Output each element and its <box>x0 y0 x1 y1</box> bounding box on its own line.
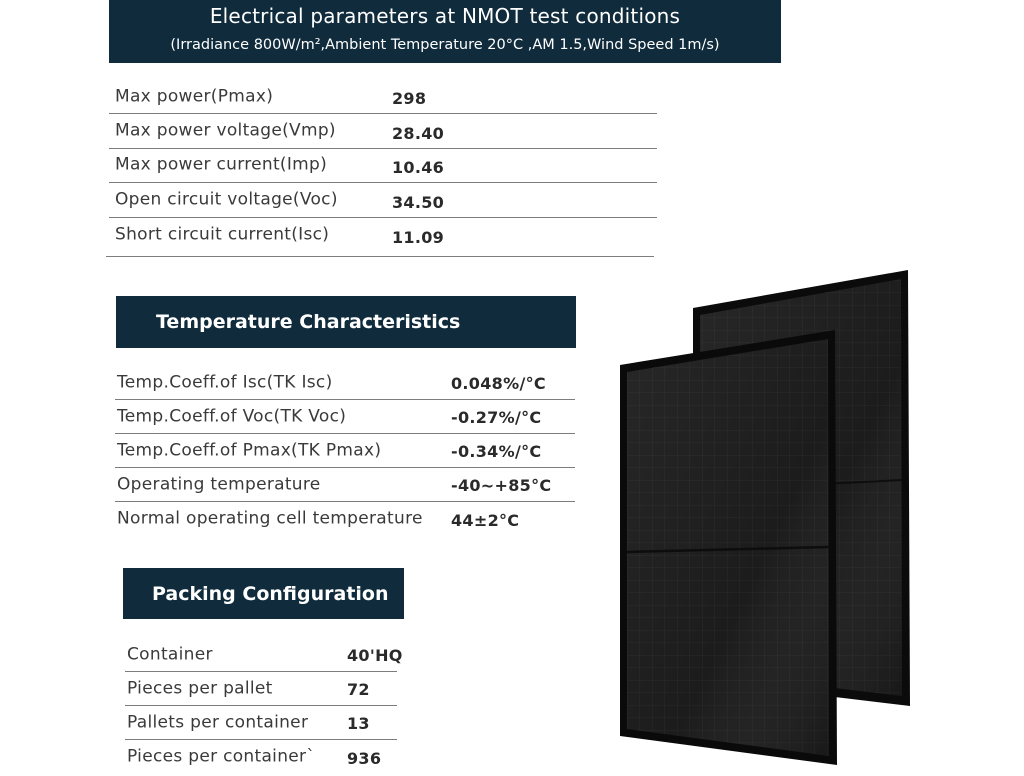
param-label: Normal operating cell temperature <box>117 508 423 529</box>
param-value: 13 <box>347 714 370 734</box>
param-value: -0.34%/°C <box>451 442 542 462</box>
param-value: -40~+85°C <box>451 476 552 496</box>
param-value: 11.09 <box>392 227 445 247</box>
temperature-header-banner <box>116 296 576 348</box>
table-row <box>109 183 657 217</box>
table-row <box>109 149 657 183</box>
param-value: 44±2°C <box>451 511 520 531</box>
param-value: 0.048%/°C <box>451 374 546 394</box>
table-row <box>125 638 403 672</box>
param-label: Temp.Coeff.of Pmax(TK Pmax) <box>117 440 382 461</box>
param-label: Temp.Coeff.of Voc(TK Voc) <box>117 406 347 427</box>
table-row <box>125 740 397 774</box>
param-label: Open circuit voltage(Voc) <box>115 189 338 210</box>
param-label: Max power voltage(Vmp) <box>115 120 336 141</box>
packing-section-title: Packing Configuration <box>152 582 389 605</box>
param-value: 10.46 <box>392 158 445 178</box>
param-label: Short circuit current(Isc) <box>115 224 330 245</box>
electrical-parameters-table <box>109 80 657 252</box>
table-row <box>115 400 575 434</box>
solar-panel-image <box>615 268 915 768</box>
param-label: Max power(Pmax) <box>115 86 274 107</box>
param-label: Pieces per container` <box>127 746 316 767</box>
nmot-section-title: Electrical parameters at NMOT test conditions <box>209 4 681 28</box>
param-value: 298 <box>392 89 427 109</box>
param-value: -0.27%/°C <box>451 408 542 428</box>
table-row <box>125 672 397 706</box>
packing-header-banner <box>123 568 404 619</box>
table-row <box>115 434 575 468</box>
table-row <box>109 218 657 252</box>
temperature-section-title: Temperature Characteristics <box>156 311 461 333</box>
table-row <box>115 468 575 502</box>
param-value: 40'HQ <box>347 646 403 666</box>
param-value: 28.40 <box>392 123 445 143</box>
table-row <box>109 80 657 114</box>
table-row <box>115 502 575 536</box>
param-label: Temp.Coeff.of Isc(TK Isc) <box>117 372 333 393</box>
param-label: Operating temperature <box>117 474 321 495</box>
table-row <box>125 706 397 740</box>
temperature-characteristics-table <box>115 366 575 536</box>
nmot-header-banner <box>109 0 781 63</box>
param-value: 72 <box>347 680 370 700</box>
table-divider <box>106 256 654 257</box>
nmot-test-conditions: (Irradiance 800W/m²,Ambient Temperature 20°C ,AM 1.5,Wind Speed 1m/s) <box>170 37 720 53</box>
param-label: Container <box>127 644 213 665</box>
param-label: Max power current(Imp) <box>115 155 328 176</box>
param-label: Pallets per container <box>127 712 309 733</box>
table-row <box>109 114 657 148</box>
param-value: 936 <box>347 749 382 769</box>
param-label: Pieces per pallet <box>127 678 273 699</box>
table-row <box>115 366 575 400</box>
param-value: 34.50 <box>392 192 445 212</box>
packing-configuration-table <box>125 638 403 774</box>
